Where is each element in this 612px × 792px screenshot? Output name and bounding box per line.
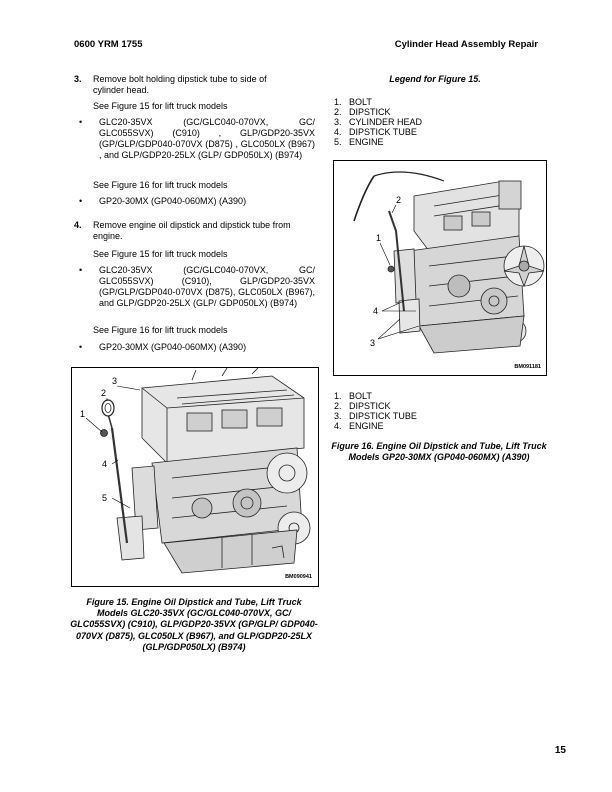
step-4-models-fig16: GP20-30MX (GP040-060MX) (A390) [99, 342, 247, 352]
step-4-number: 4. [74, 220, 82, 230]
legend-item: 4. DIPSTICK TUBE [334, 127, 417, 137]
bullet-dot: • [79, 117, 83, 127]
page-number: 15 [554, 745, 566, 756]
legend-16-list [334, 391, 534, 431]
bullet-dot: • [79, 196, 83, 206]
figure-16-caption: Figure 16. Engine Oil Dipstick and Tube, Lift Truck Models GP20-30MX (GP040-060MX) (A390) [331, 441, 547, 463]
callout-2: 2 [396, 195, 402, 205]
step-3-ref-fig16: See Figure 16 for lift truck models [93, 180, 228, 190]
step-3-models-fig16: GP20-30MX (GP040-060MX) (A390) [99, 196, 247, 206]
figure-16-illustration [333, 160, 547, 376]
step-4-ref-fig15: See Figure 15 for lift truck models [93, 249, 228, 259]
callout-1: 1 [376, 233, 382, 243]
engine-drawing-fig16 [334, 161, 546, 375]
legend-item: 1. BOLT [334, 391, 372, 401]
legend-15-list [334, 97, 534, 147]
legend-item: 4. ENGINE [334, 421, 384, 431]
section-title: Cylinder Head Assembly Repair [394, 39, 538, 50]
callout-3: 3 [112, 376, 118, 386]
figure-15-illustration [71, 367, 319, 587]
figure-15-caption: Figure 15. Engine Oil Dipstick and Tube, Lift Truck Models GLC20-35VX (GC/GLC040-070VX, GC/ GLC055SVX) (C910), GLP/GDP20-35VX (GP/GLP/ GDP040-070VX (D875), GLC050LX (B967), and GLP/GDP20-25LX (GLP/GDP050LX) (B974) [70, 597, 318, 652]
step-3-text: Remove bolt holding dipstick tube to side of cylinder head. [93, 74, 267, 95]
callout-5: 5 [102, 493, 108, 503]
legend-15-title: Legend for Figure 15. [389, 74, 481, 84]
step-3-models-fig15: GLC20-35VX (GC/GLC040-070VX, GC/ GLC055SVX) (C910) , GLP/GDP20-35VX (GP/GLP/GDP040-070VX (D875) , GLC050LX (B967) , and GLP/GDP20-25LX (GLP/ GDP050LX) (B974) [99, 117, 315, 160]
step-4-text: Remove engine oil dipstick and dipstick tube from engine. [93, 220, 291, 241]
figure-16-image-id: BM091181 [514, 364, 541, 370]
engine-drawing-fig15 [72, 368, 318, 586]
bullet-dot: • [79, 342, 83, 352]
step-4-models-fig15: GLC20-35VX (GC/GLC040-070VX, GC/ GLC055SVX) (C910), GLP/GDP20-35VX (GP/GLP/GDP040-070VX (D875), GLC050LX (B967), and GLP/GDP20-25LX (GLP/ GDP050LX) (B974) [99, 265, 315, 308]
legend-item: 2. DIPSTICK [334, 401, 391, 411]
bullet-dot: • [79, 265, 83, 275]
legend-item: 1. BOLT [334, 97, 372, 107]
callout-2: 2 [101, 388, 107, 398]
callout-4: 4 [102, 459, 108, 469]
figure-15-image-id: BM090941 [285, 574, 312, 580]
callout-3: 3 [370, 338, 376, 348]
step-4-ref-fig16: See Figure 16 for lift truck models [93, 325, 228, 335]
legend-item: 3. CYLINDER HEAD [334, 117, 423, 127]
callout-4: 4 [373, 306, 379, 316]
document-id: 0600 YRM 1755 [74, 39, 143, 50]
legend-item: 2. DIPSTICK [334, 107, 391, 117]
legend-item: 3. DIPSTICK TUBE [334, 411, 417, 421]
step-3-ref-fig15: See Figure 15 for lift truck models [93, 101, 228, 111]
step-3-number: 3. [74, 74, 82, 84]
callout-1: 1 [80, 409, 86, 419]
legend-item: 5. ENGINE [334, 137, 384, 147]
